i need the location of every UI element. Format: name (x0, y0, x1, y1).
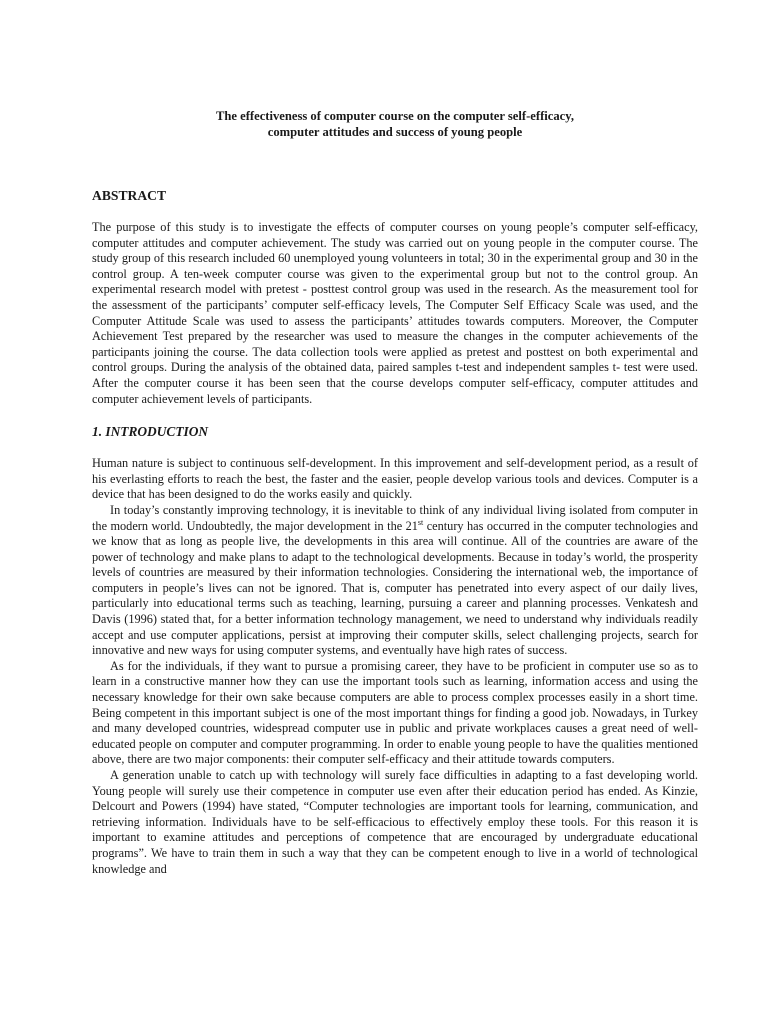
introduction-paragraph-2-start: In today’s constantly improving technology, it is inevitable to think of any individual living isolated from computer in the modern world. Undoubtedly, the major development in the 21 (92, 502, 698, 533)
ordinal-superscript: st (417, 517, 424, 527)
introduction-paragraph-1: Human nature is subject to continuous self-development. In this improvement and self-development period, as a result of his everlasting efforts to reach the best, the faster and the easier, people develop various tools and devices. Computer is a device that has been designed to do the works easily and quickly. (92, 456, 698, 502)
paper-title-line-2: computer attitudes and success of young people (267, 125, 523, 139)
paper-title-line-1: The effectiveness of computer course on the computer self-efficacy, (215, 109, 574, 123)
introduction-heading: 1. INTRODUCTION (92, 424, 209, 440)
introduction-paragraph-2 (92, 503, 698, 659)
introduction-paragraph-4: A generation unable to catch up with technology will surely face difficulties in adapting to a fast developing world. Young people will surely use their competence in computer use even after their education period has ended. As Kinzie, Delcourt and Powers (1994) have stated, “Computer technologies are important tools for learning, communication, and retrieving information. Individuals have to be self-efficacious to effectively employ these tools. For this reason it is important to examine attitudes and perceptions of competence that are encouraged by undergraduate educational programs”. We have to train them in such a way that they can be competent enough to live in a world of technological knowledge and (92, 768, 698, 876)
introduction-paragraph-2-end: century has occurred in the computer technologies and we know that as long as people live, the developments in this area will continue. All of the countries are aware of the power of technology and make plans to adapt to the technological developments. Because in today’s world, the prosperity levels of countries are measured by their information technologies. Considering the international web, the importance of computers in people’s lives can not be ignored. That is, computer has penetrated into every aspect of our daily lives, particularly into educational terms such as teaching, learning, pursuing a career and planning processes. Venkatesh and Davis (1996) stated that, for a better information technology management, we need to understand why individuals readily accept and use computer applications, persist at improving their computer skills, select challenging projects, search for innovative and new ways for using computer systems, and eventually have high rates of success. (92, 518, 698, 658)
abstract-heading: ABSTRACT (92, 188, 167, 203)
abstract-paragraph: The purpose of this study is to investigate the effects of computer courses on young people’s computer self-efficacy, computer attitudes and computer achievement. The study was carried out on young people in the computer course. The study group of this research included 60 unemployed young volunteers in total; 30 in the experimental group and 30 in the control group. A ten-week computer course was given to the experimental group but not to the control group. An experimental research model with pretest - posttest control group was used in the research. As the measurement tool for the assessment of the participants’ computer self-efficacy levels, The Computer Self Efficacy Scale was used, and the Computer Attitude Scale was used to assess the participants’ attitudes towards computers. Moreover, the Computer Achievement Test prepared by the researcher was used to measure the changes in the computer achievements of the participants joining the course. The data collection tools were applied as pretest and posttest on both experimental and control groups. During the analysis of the obtained data, paired samples t-test and independent samples t- test were used. After the computer course it has been seen that the course develops computer self-efficacy, computer attitudes and computer achievement levels of participants. (92, 220, 698, 406)
paper-title (92, 108, 698, 140)
document-page (92, 108, 698, 877)
introduction-paragraph-3: As for the individuals, if they want to pursue a promising career, they have to be proficient in computer use so as to learn in a constructive manner how they can use the important tools such as learning, information access and using the necessary knowledge for their own sake because computers are able to process complex processes easily in a short time. Being competent in this important subject is one of the most important things for finding a good job. Nowadays, in Turkey and many developed countries, widespread computer use in public and private workplaces causes a great need of well-educated people on computer and computer programming. In order to enable young people to have the qualities mentioned above, there are two major components: their computer self-efficacy and their attitude towards computers. (92, 658, 698, 767)
